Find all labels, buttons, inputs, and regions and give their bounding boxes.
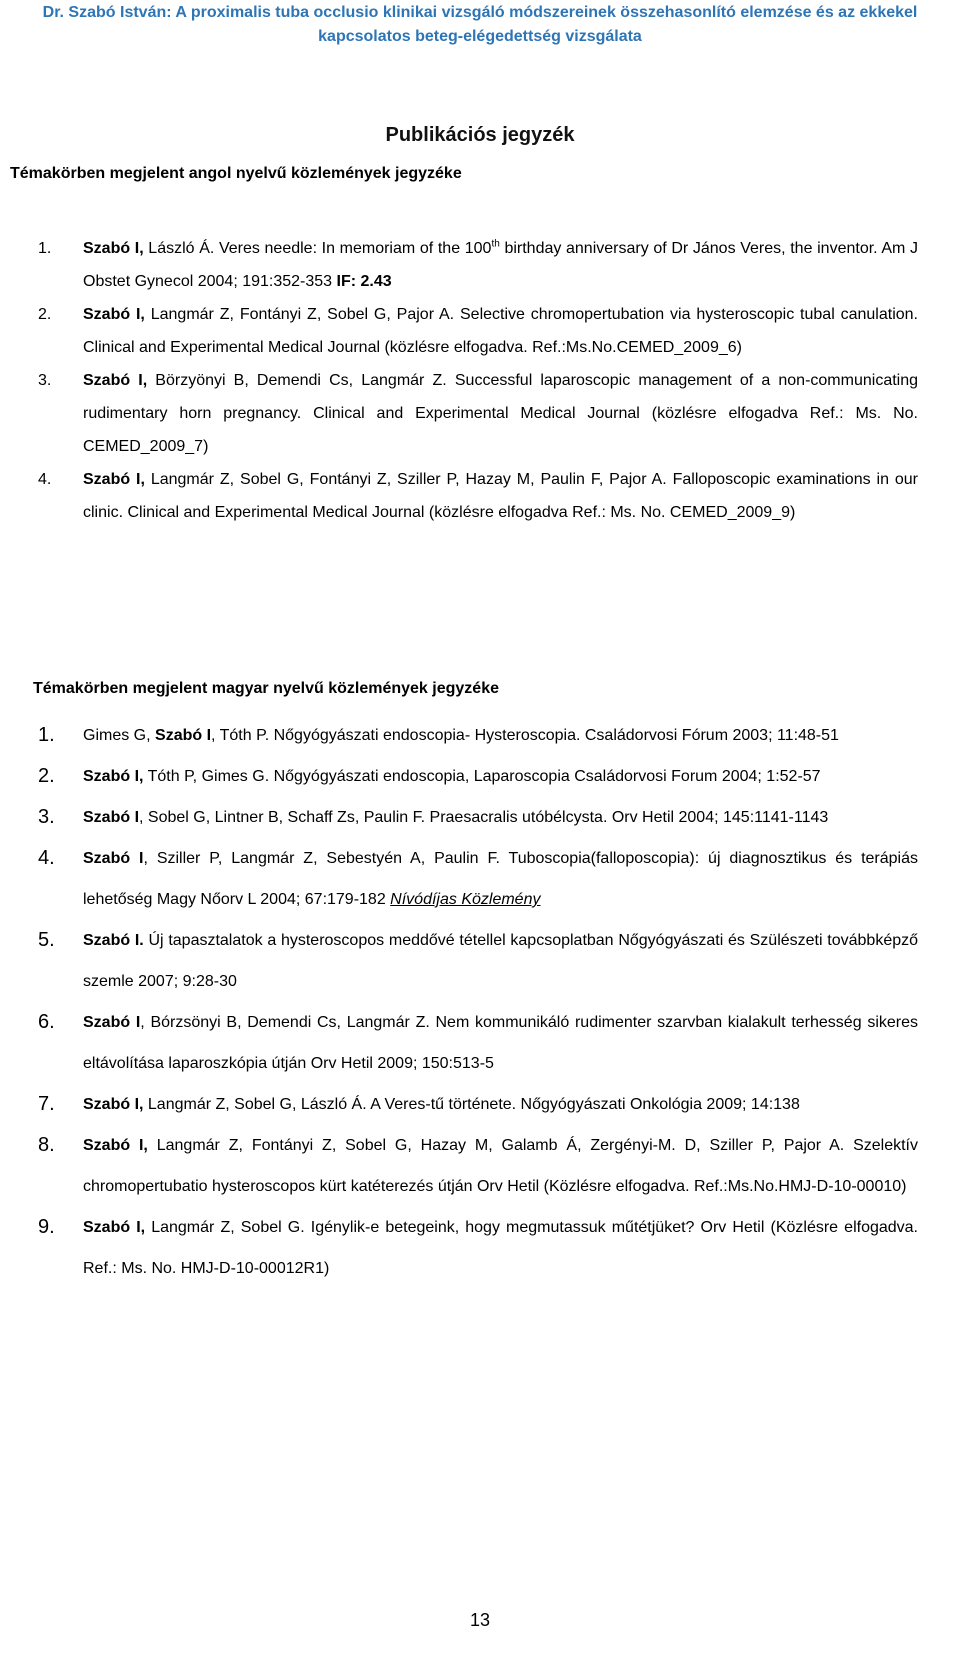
author-name: Szabó I, [83, 372, 148, 389]
citation-text: , Bórzsönyi B, Demendi Cs, Langmár Z. Nem kommunikáló rudimenter szarvban kialakult terhesség sikeres eltávolítása laparoszkópia útján Orv Hetil 2009; 150:513-5 [83, 1014, 918, 1072]
author-name: Szabó I. [83, 932, 144, 949]
author-name: Szabó I [83, 809, 140, 826]
author-name: Szabó I, [83, 471, 145, 488]
citation-text: , Sobel G, Lintner B, Schaff Zs, Paulin F. Praesacralis utóbélcysta. Orv Hetil 2004; 145:1141-1143 [139, 809, 829, 826]
list-item [38, 364, 918, 463]
item-number: 3. [38, 372, 52, 389]
running-header-line-2: kapcsolatos beteg-elégedettség vizsgálata [318, 28, 642, 45]
item-number: 2. [38, 765, 55, 787]
item-number: 8. [38, 1134, 55, 1156]
item-number: 9. [38, 1216, 55, 1238]
hungarian-section-heading: Témakörben megjelent magyar nyelvű közlemények jegyzéke [33, 680, 499, 697]
list-item [38, 756, 918, 797]
superscript: th [491, 238, 500, 250]
citation-text: Új tapasztalatok a hysteroscopos meddővé tétellel kapcsoplatban Nőgyógyászati és Szülészeti továbbképző szemle 2007; 9:28-30 [83, 932, 919, 990]
citation-text: Tóth P, Gimes G. Nőgyógyászati endoscopia, Laparoscopia Családorvosi Forum 2004; 1:52-57 [143, 768, 821, 785]
citation-text: Langmár Z, Sobel G, Fontányi Z, Sziller P, Hazay M, Paulin F, Pajor A. Falloposcopic examinations in our clinic. Clinical and Experimental Medical Journal (közlésre elfogadva Ref.: Ms. No. CEMED_2009_9) [83, 471, 918, 521]
running-header [0, 0, 960, 48]
citation-text: Langmár Z, Sobel G, László Á. A Veres-tű története. Nőgyógyászati Onkológia 2009; 14:138 [143, 1096, 800, 1113]
item-number: 1. [38, 240, 52, 257]
list-item [38, 715, 918, 756]
list-item [38, 1084, 918, 1125]
item-number: 4. [38, 847, 55, 869]
citation-text: László Á. Veres needle: In memoriam of the 100 [143, 240, 492, 257]
author-name: Szabó I, [83, 1096, 144, 1113]
list-item [38, 838, 918, 920]
item-number: 2. [38, 306, 52, 323]
citation-text: Börzyönyi B, Demendi Cs, Langmár Z. Successful laparoscopic management of a non-communicating rudimentary horn pregnancy. Clinical and Experimental Medical Journal (közlésre elfogadva Ref.: Ms. No. CEMED_2009_7) [83, 372, 919, 455]
list-item [38, 463, 918, 529]
list-item [38, 1002, 918, 1084]
citation-text: Gimes G, [83, 727, 156, 744]
author-name: Szabó I [83, 1014, 141, 1031]
citation-text: Langmár Z, Fontányi Z, Sobel G, Pajor A. Selective chromopertubation via hysteroscopic tubal canulation. Clinical and Experimental Medical Journal (közlésre elfogadva. Ref.:Ms.No.CEMED_2009_6) [83, 306, 919, 356]
author-name: Szabó I, [83, 1219, 146, 1236]
item-number: 5. [38, 929, 55, 951]
citation-text: Langmár Z, Fontányi Z, Sobel G, Hazay M, Galamb Á, Zergényi-M. D, Sziller P, Pajor A. Szelektív chromopertubatio hysteroscopos kürt katéterezés útján Orv Hetil (Közlésre elfogadva. Ref.:Ms.No.HMJ-D-10-00010) [83, 1137, 918, 1195]
english-publication-list [38, 232, 918, 529]
item-number: 4. [38, 471, 52, 488]
page-title: Publikációs jegyzék [385, 124, 575, 146]
impact-factor: IF: 2.43 [336, 273, 392, 290]
citation-text: Langmár Z, Sobel G. Igénylik-e betegeink, hogy megmutassuk műtétjüket? Orv Hetil (Közlésre elfogadva. Ref.: Ms. No. HMJ-D-10-00012R1) [83, 1219, 919, 1277]
item-number: 7. [38, 1093, 55, 1115]
author-name: Szabó I, [83, 306, 145, 323]
item-number: 3. [38, 806, 55, 828]
item-number: 1. [38, 724, 55, 746]
hungarian-publication-list [38, 715, 918, 1289]
citation-text: birthday anniversary of Dr János Veres, the inventor. Am J Obstet Gynecol 2004; 191:352-353 [83, 240, 919, 290]
page-number: 13 [469, 1610, 491, 1630]
award-note-link[interactable]: Nívódíjas Közlemény [390, 891, 541, 908]
list-item [38, 1207, 918, 1289]
author-name: Szabó I, [83, 240, 144, 257]
author-name: Szabó I [83, 850, 144, 867]
author-name: Szabó I, [83, 1137, 148, 1154]
english-section-heading: Témakörben megjelent angol nyelvű közlemények jegyzéke [10, 165, 462, 182]
item-number: 6. [38, 1011, 55, 1033]
author-name: Szabó I [155, 727, 212, 744]
list-item [38, 1125, 918, 1207]
list-item [38, 797, 918, 838]
citation-text: , Sziller P, Langmár Z, Sebestyén A, Paulin F. Tuboscopia(falloposcopia): új diagnosztikus és terápiás lehetőség Magy Nőorv L 2004; 67:179-182 [83, 850, 918, 908]
author-name: Szabó I, [83, 768, 144, 785]
citation-text: , Tóth P. Nőgyógyászati endoscopia- Hysteroscopia. Családorvosi Fórum 2003; 11:48-51 [211, 727, 839, 744]
running-header-line-1: Dr. Szabó István: A proximalis tuba occlusio klinikai vizsgáló módszereinek összehasonlító elemzése és az ekkekel [42, 4, 918, 21]
list-item [38, 298, 918, 364]
list-item [38, 232, 918, 298]
list-item [38, 920, 918, 1002]
